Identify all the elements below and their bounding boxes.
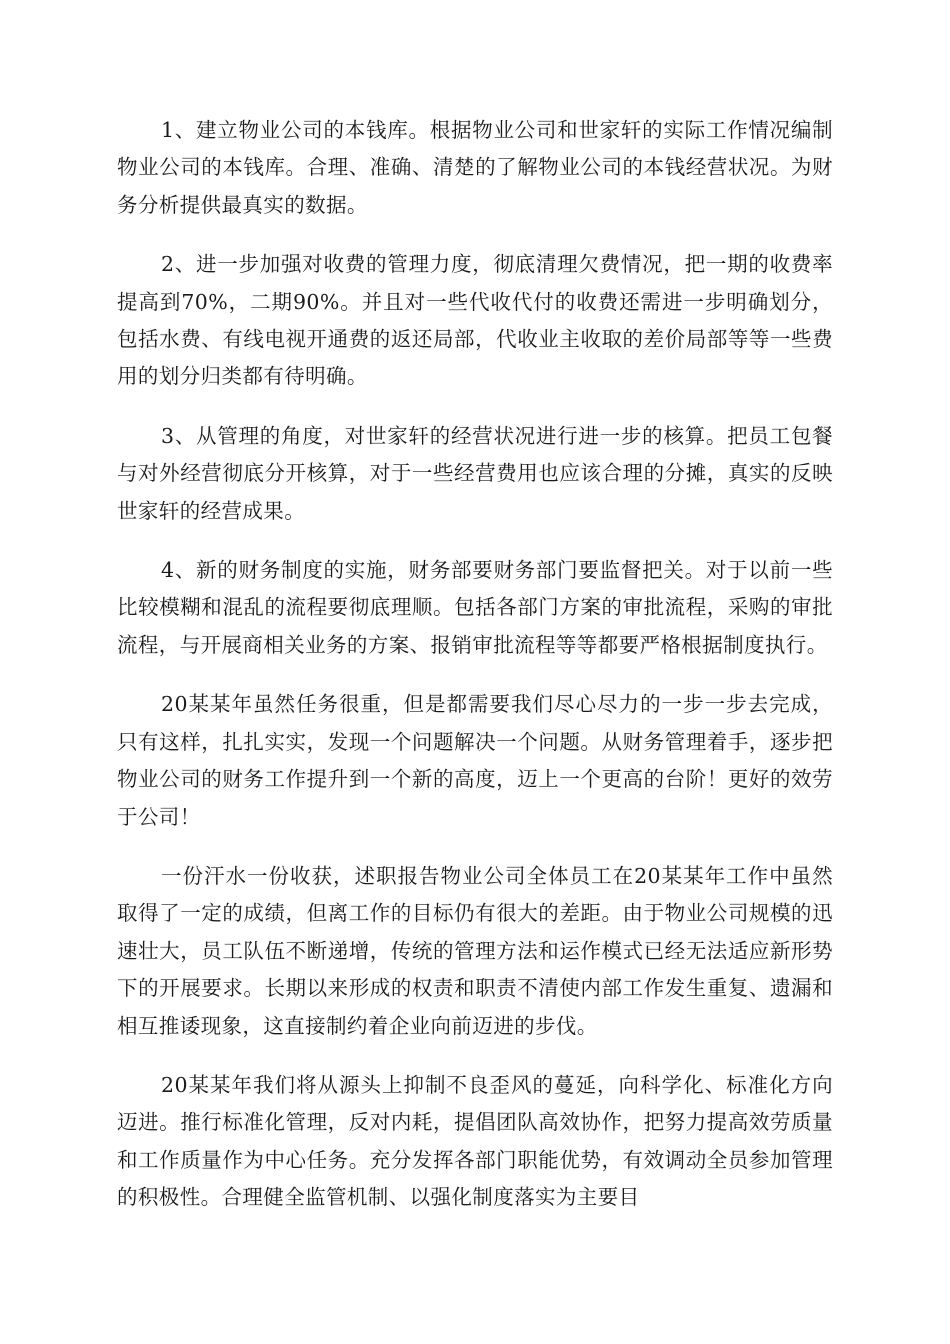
paragraph-review: 一份汗水一份收获，述职报告物业公司全体员工在20某某年工作中虽然取得了一定的成绩，但离工作的目标仍有很大的差距。由于物业公司规模的迅速壮大，员工队伍不断递增，传统的管理方法和运作模式已经无法适应新形势下的开展要求。长期以来形成的权责和职责不清使内部工作发生重复、遗漏和相互推诿现象，这直接制约着企业向前迈进的步伐。 bbox=[117, 863, 833, 1038]
paragraph-operation-accounting: 3、从管理的角度，对世家轩的经营状况进行进一步的核算。把员工包餐与对外经营彻底分开核算，对于一些经营费用也应该合理的分摊，真实的反映世家轩的经营成果。 bbox=[117, 423, 833, 523]
paragraph-fee-collection: 2、进一步加强对收费的管理力度，彻底清理欠费情况，把一期的收费率提高到70%，二期90%。并且对一些代收代付的收费还需进一步明确划分，包括水费、有线电视开通费的返还局部，代收业主收取的差价局部等等一些费用的划分归类都有待明确。 bbox=[117, 252, 833, 389]
document-body bbox=[117, 112, 833, 1239]
paragraph-year-goal: 20某某年虽然任务很重，但是都需要我们尽心尽力的一步一步去完成，只有这样，扎扎实实，发现一个问题解决一个问题。从财务管理着手，逐步把物业公司的财务工作提升到一个新的高度，迈上一个更高的台阶！更好的效劳于公司！ bbox=[117, 692, 833, 829]
paragraph-plan: 20某某年我们将从源头上抑制不良歪风的蔓延，向科学化、标准化方向迈进。推行标准化管理，反对内耗，提倡团队高效协作，把努力提高效劳质量和工作质量作为中心任务。充分发挥各部门职能优势，有效调动全员参加管理的积极性。合理健全监管机制、以强化制度落实为主要目 bbox=[117, 1072, 833, 1210]
paragraph-finance-system: 4、新的财务制度的实施，财务部要财务部门要监督把关。对于以前一些比较模糊和混乱的流程要彻底理顺。包括各部门方案的审批流程，采购的审批流程，与开展商相关业务的方案、报销审批流程等等都要严格根据制度执行。 bbox=[117, 558, 833, 657]
paragraph-cost-database: 1、建立物业公司的本钱库。根据物业公司和世家轩的实际工作情况编制物业公司的本钱库。合理、准确、清楚的了解物业公司的本钱经营状况。为财务分析提供最真实的数据。 bbox=[117, 118, 833, 217]
